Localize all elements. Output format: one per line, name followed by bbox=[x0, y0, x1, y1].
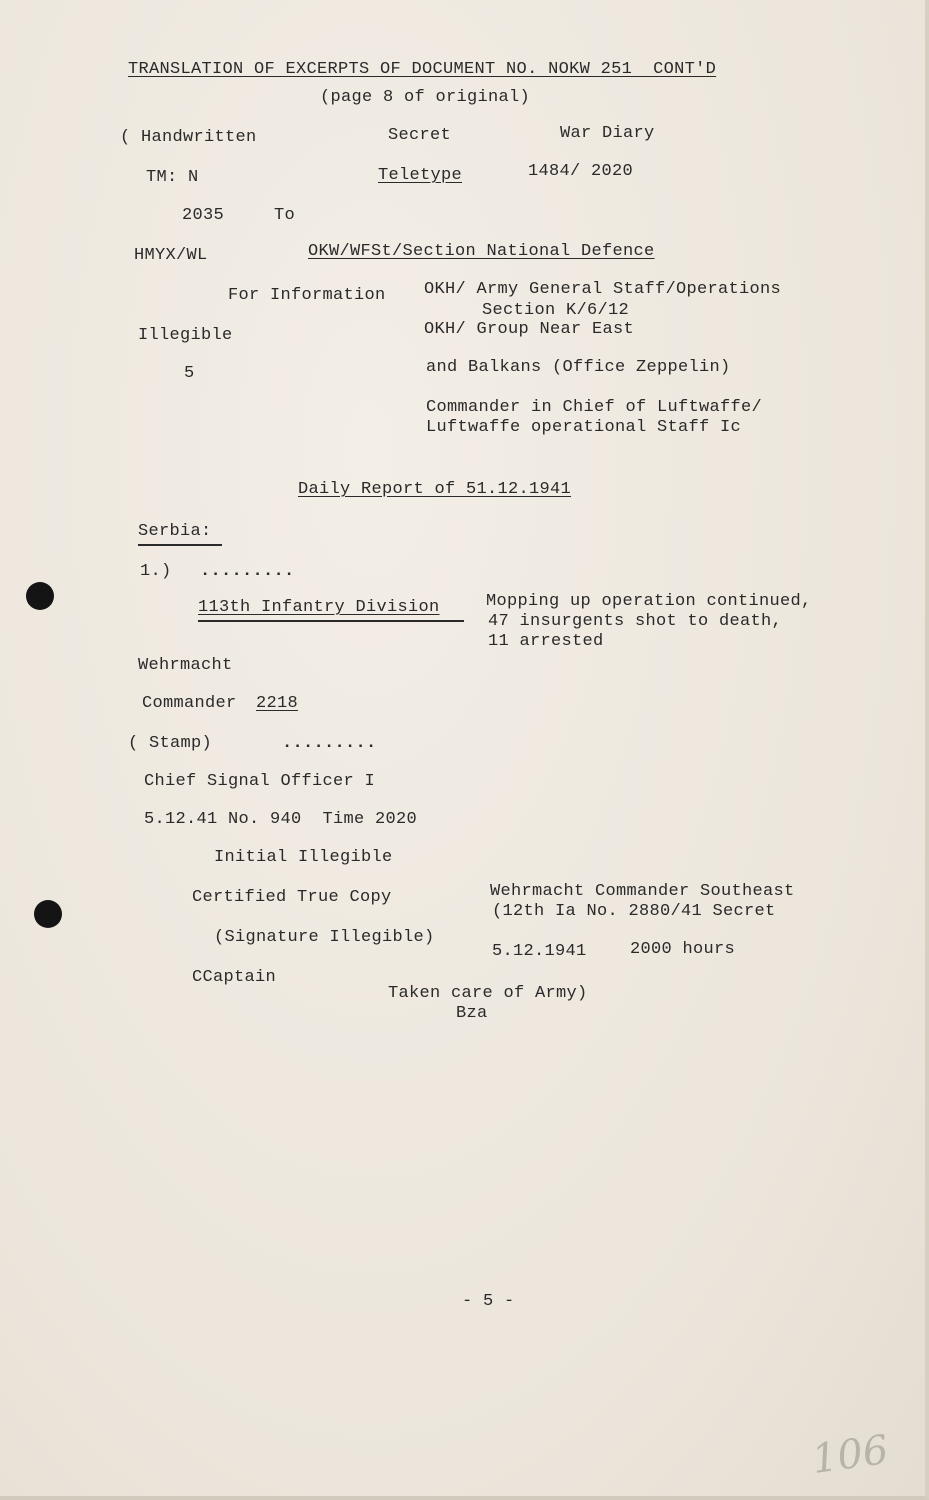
wehrmacht-commander-reference: (12th Ia No. 2880/41 Secret bbox=[492, 902, 776, 921]
punch-hole bbox=[26, 582, 54, 610]
recipient: OKW/WFSt/Section National Defence bbox=[308, 242, 655, 261]
stamp-note: ( Stamp) bbox=[128, 734, 213, 753]
unit-name: 113th Infantry Division bbox=[198, 598, 440, 617]
item-number: 1.) bbox=[140, 562, 172, 581]
sender-code: HMYX/WL bbox=[134, 246, 208, 265]
report-heading: Daily Report of 51.12.1941 bbox=[298, 480, 572, 499]
cc-line: Commander in Chief of Luftwaffe/ bbox=[426, 398, 763, 417]
document-title: TRANSLATION OF EXCERPTS OF DOCUMENT NO. NOKW 251 CONT'D bbox=[128, 60, 717, 79]
signal-reference: 5.12.41 No. 940 Time 2020 bbox=[144, 810, 418, 829]
copy-number: 5 bbox=[184, 364, 195, 383]
wehrmacht-commander-southeast: Wehrmacht Commander Southeast bbox=[490, 882, 795, 901]
document-subtitle: (page 8 of original) bbox=[320, 88, 531, 107]
initial-illegible: Initial Illegible bbox=[214, 848, 393, 867]
illegible-note: Illegible bbox=[138, 326, 233, 345]
war-diary-label: War Diary bbox=[560, 124, 655, 143]
unit-double-underline bbox=[198, 620, 464, 622]
wehrmacht-commander-date: 5.12.1941 bbox=[492, 942, 587, 961]
stamp-dots: ......... bbox=[282, 734, 377, 753]
taken-care-note: Taken care of Army) bbox=[388, 984, 588, 1003]
commander-label: Commander bbox=[142, 694, 237, 713]
cc-line: and Balkans (Office Zeppelin) bbox=[426, 358, 731, 377]
bza-initials: Bza bbox=[456, 1004, 488, 1023]
chief-signal-officer: Chief Signal Officer I bbox=[144, 772, 376, 791]
tm-code: TM: N bbox=[146, 168, 199, 187]
cc-line: Luftwaffe operational Staff Ic bbox=[426, 418, 742, 437]
cc-line: OKH/ Army General Staff/Operations bbox=[424, 280, 782, 299]
to-label: To bbox=[274, 206, 296, 225]
for-information-label: For Information bbox=[228, 286, 386, 305]
commander-number: 2218 bbox=[256, 694, 299, 713]
teletype-label: Teletype bbox=[378, 166, 463, 185]
punch-hole bbox=[34, 900, 62, 928]
region-heading: Serbia: bbox=[138, 522, 212, 541]
region-underline bbox=[138, 544, 222, 546]
report-entry: 11 arrested bbox=[488, 632, 604, 651]
wehrmacht-commander-hours: 2000 hours bbox=[630, 940, 736, 959]
cc-line: Section K/6/12 bbox=[482, 301, 630, 320]
page-number: - 5 - bbox=[462, 1292, 515, 1311]
handwritten-note: ( Handwritten bbox=[120, 128, 257, 147]
wehrmacht-label: Wehrmacht bbox=[138, 656, 233, 675]
signature-note: (Signature Illegible) bbox=[214, 928, 435, 947]
captain-rank: CCaptain bbox=[192, 968, 277, 987]
report-entry: Mopping up operation continued, bbox=[486, 592, 812, 611]
certified-copy: Certified True Copy bbox=[192, 888, 392, 907]
pencil-annotation: 106 bbox=[809, 1426, 892, 1484]
item-dots: ......... bbox=[200, 562, 295, 581]
dispatch-time: 2035 bbox=[182, 206, 225, 225]
teletype-number: 1484/ 2020 bbox=[528, 162, 634, 181]
report-entry: 47 insurgents shot to death, bbox=[488, 612, 783, 631]
classification: Secret bbox=[388, 126, 452, 145]
cc-line: OKH/ Group Near East bbox=[424, 320, 635, 339]
